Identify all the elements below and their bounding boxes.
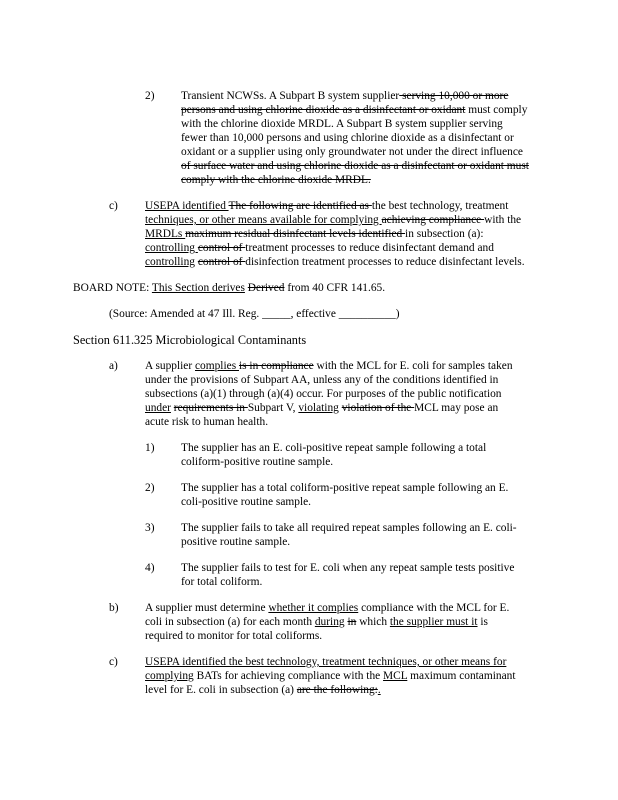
deleted-text: achieving compliance [381,214,485,226]
item-marker: c) [109,200,118,212]
text-run: maximum contaminant [407,670,516,682]
subitem-marker: 1) [145,442,155,454]
paragraph-line: acute risk to human health. [145,416,269,428]
deleted-text: control of [197,256,246,268]
paragraph-line: subsections (a)(1) through (a)(4) occur. For purposes of the public notification [145,388,502,400]
subitem-marker: 4) [145,562,155,574]
subitem-line: coliform-positive routine sample. [181,456,334,468]
text-run: in subsection (a): [405,228,484,240]
inserted-text: complies [195,360,239,372]
source-note: (Source: Amended at 47 Ill. Reg. _____, effective __________) [109,308,400,320]
subitem-line: The supplier has an E. coli-positive repeat sample following a total [181,442,487,454]
text-run: level for E. coli in subsection (a) [145,684,297,696]
paragraph-line [145,669,516,683]
paragraph-line [145,401,498,415]
text-run: must comply [465,104,528,116]
inserted-text: controlling [145,242,198,254]
paragraph-line [145,359,513,373]
deleted-text: The following are identified as [228,200,372,212]
paragraph-line [181,103,527,117]
board-note [73,281,385,295]
paragraph-line [145,255,525,269]
inserted-line: USEPA identified the best technology, treatment techniques, or other means for [145,656,507,668]
inserted-text: violating [298,402,339,414]
deleted-text: Derived [247,282,285,294]
inserted-text: under [145,402,171,414]
paragraph-line: oxidant or a supplier using only groundwater not under the direct influence [181,146,523,158]
subitem-line: The supplier has a total coliform-positive repeat sample following an E. [181,482,509,494]
paragraph-line: with the chlorine dioxide MRDL. A Subpart B system supplier serving [181,118,503,130]
subitem-marker: 3) [145,522,155,534]
subitem-line: coli-positive routine sample. [181,496,312,508]
inserted-text: techniques, or other means available for complying [145,214,382,226]
deleted-text: are the following: [296,684,378,696]
deleted-line: comply with the chlorine dioxide MRDL. [181,174,371,186]
text-run: Subpart V, [247,402,299,414]
deleted-text: is in compliance [238,360,314,372]
text-run: with the MCL for E. coli for samples taken [313,360,513,372]
deleted-text: violation of the [341,402,415,414]
text-run: coli in subsection (a) for each month [145,616,315,628]
text-run: BATs for achieving compliance with the [193,670,384,682]
text-run: which [356,616,390,628]
text-run: disinfection treatment processes to reduce disinfectant levels. [245,256,525,268]
inserted-text: controlling [145,256,195,268]
deleted-text: requirements in [173,402,248,414]
paragraph-line [145,241,494,255]
inserted-text: This Section derives [151,282,245,294]
item-marker: a) [109,360,118,372]
text-run: A supplier [145,360,195,372]
subitem-line: for total coliform. [181,576,263,588]
deleted-text: persons and using chlorine dioxide as a disinfectant or oxidant [181,104,466,116]
text-run: is [477,616,488,628]
text-run: MCL may pose an [414,402,499,414]
paragraph-line [145,213,521,227]
text-run: the best technology, treatment [371,200,509,212]
paragraph-line [145,683,381,697]
inserted-text: MRDLs [145,228,186,240]
paragraph-line: required to monitor for total coliforms. [145,630,323,642]
item-marker: 2) [145,90,155,102]
inserted-text: the supplier must it [389,616,478,628]
inserted-text: USEPA identified [145,200,229,212]
inserted-text: . [377,684,381,696]
deleted-text: control of [197,242,246,254]
item-marker: b) [109,602,119,614]
inserted-text: during [314,616,345,628]
subitem-line: The supplier fails to take all required repeat samples following an E. coli- [181,522,517,534]
text-run: compliance with the MCL for E. [358,602,510,614]
paragraph-line: under the provisions of Subpart AA, unless any of the conditions identified in [145,374,499,386]
paragraph-line: fewer than 10,000 persons and using chlorine dioxide as a disinfectant or [181,132,514,144]
paragraph-line [145,199,508,213]
paragraph-line [145,615,488,629]
item-marker: c) [109,656,118,668]
deleted-text: in [347,616,357,628]
paragraph-line [145,601,509,615]
text-run: A supplier must determine [145,602,269,614]
text-run: treatment processes to reduce disinfectant demand and [245,242,494,254]
text-run: with the [484,214,522,226]
paragraph-line [181,89,508,103]
section-heading: Section 611.325 Microbiological Contaminants [73,333,307,347]
paragraph-line [145,227,484,241]
deleted-text: serving 10,000 or more [399,90,509,102]
subitem-line: The supplier fails to test for E. coli when any repeat sample tests positive [181,562,515,574]
deleted-line: of surface water and using chlorine dioxide as a disinfectant or oxidant must [181,160,529,172]
inserted-text: MCL [383,670,408,682]
inserted-text: complying [145,670,194,682]
subitem-marker: 2) [145,482,155,494]
text-run: Transient NCWSs. A Subpart B system supplier [181,90,400,102]
subitem-line: positive routine sample. [181,536,291,548]
deleted-text: maximum residual disinfectant levels identified [185,228,406,240]
text-run: BOARD NOTE: [73,282,152,294]
text-run: from 40 CFR 141.65. [284,282,386,294]
inserted-text: whether it complies [268,602,359,614]
